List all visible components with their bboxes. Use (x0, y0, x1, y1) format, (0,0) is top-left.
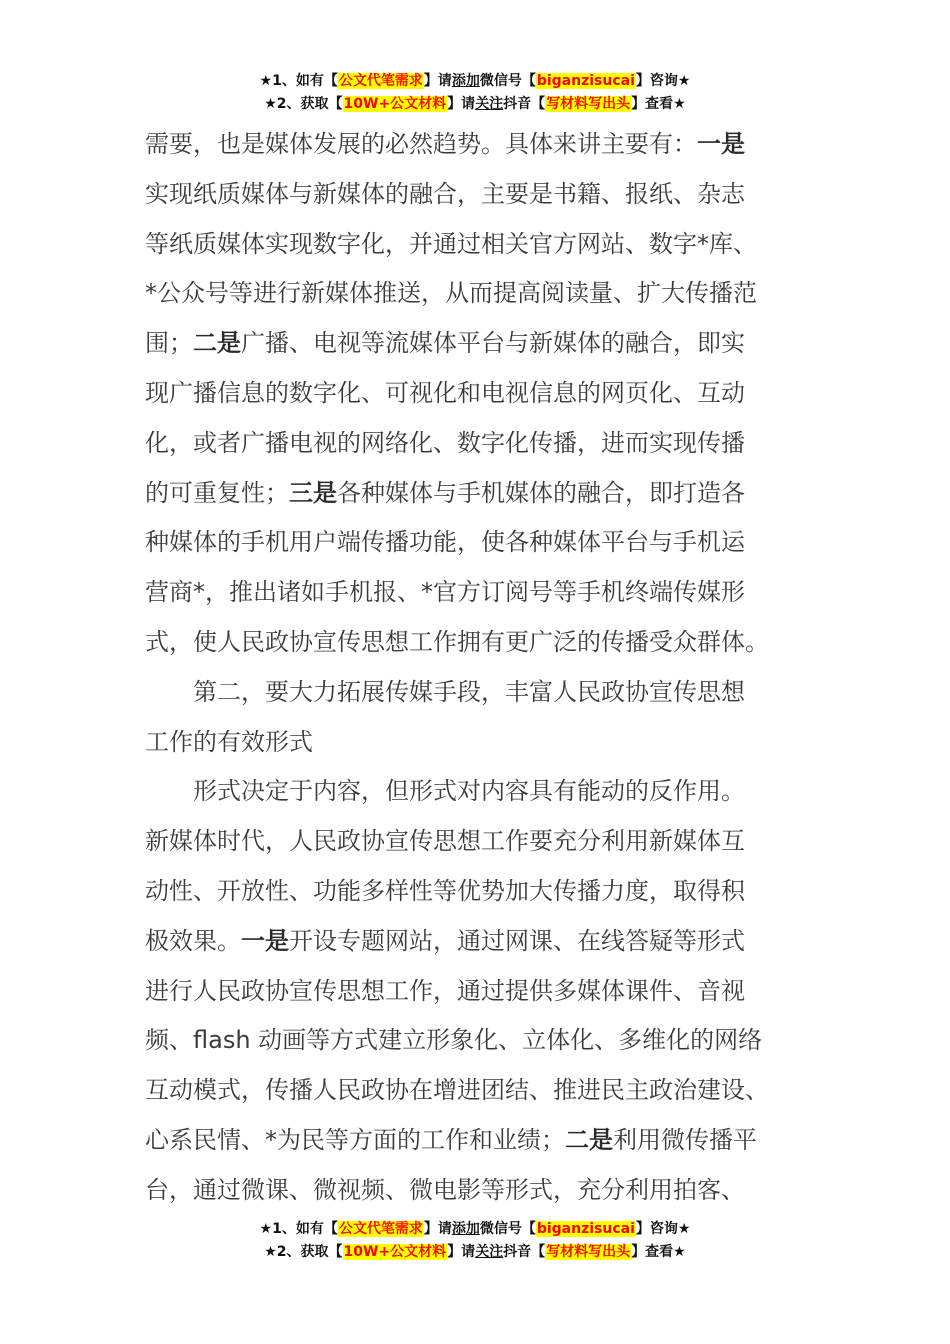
text-line (145, 319, 805, 369)
banner-text: 】咨询★ (635, 73, 691, 89)
text-run: 利用微传播平 (613, 1125, 757, 1154)
bold-marker: 二是 (193, 329, 241, 358)
paragraph-media-fusion (145, 120, 805, 668)
banner-underlined-text: 添加 (451, 73, 480, 89)
banner-highlight-wechat-id: biganzisucai (536, 1221, 635, 1237)
text-run: 各种媒体与手机媒体的融合，即打造各 (337, 478, 745, 507)
banner-line-2 (0, 1241, 950, 1264)
bold-marker: 二是 (565, 1125, 613, 1154)
section-heading-second (145, 668, 805, 768)
banner-line-1 (0, 1218, 950, 1241)
text-run: 开设专题网站，通过网课、在线答疑等形式 (289, 926, 745, 955)
footer-banner (0, 1218, 950, 1264)
banner-text: ★2、获取【 (264, 96, 343, 112)
banner-text: 微信号【 (479, 73, 536, 89)
text-line: 形式决定于内容，但形式对内容具有能动的反作用。 (193, 777, 745, 806)
banner-underlined-text: 关注 (475, 1244, 504, 1260)
bold-marker: 一是 (697, 130, 745, 158)
banner-text: ★2、获取【 (264, 1244, 343, 1260)
text-run: 广播、电视等流媒体平台与新媒体的融合，即实 (241, 329, 745, 358)
text-line: 等纸质媒体实现数字化，并通过相关官方网站、数字*库、 (145, 229, 757, 258)
bold-marker: 一是 (241, 926, 289, 955)
text-line: 营商*，推出诸如手机报、*官方订阅号等手机终端传媒形 (145, 578, 745, 607)
text-line: 化，或者广播电视的网络化、数字化传播，进而实现传播 (145, 428, 745, 457)
banner-text: 微信号【 (479, 1221, 536, 1237)
text-line: 实现纸质媒体与新媒体的融合，主要是书籍、报纸、杂志 (145, 179, 745, 208)
banner-highlight-douyin-id: 写材料写出头 (546, 96, 631, 112)
text-line: 动性、开放性、功能多样性等优势加大传播力度，取得积 (145, 876, 745, 905)
banner-highlight: 10W+公文材料 (343, 1244, 447, 1260)
text-line (145, 120, 805, 170)
text-run: 需要，也是媒体发展的必然趋势。具体来讲主要有： (145, 130, 697, 158)
banner-text: 】咨询★ (635, 1221, 691, 1237)
banner-highlight: 10W+公文材料 (343, 96, 447, 112)
document-body (145, 120, 805, 1216)
text-run: 的可重复性； (145, 478, 289, 507)
text-line: 种媒体的手机用户端传播功能，使各种媒体平台与手机运 (145, 528, 745, 557)
banner-text: 】查看★ (631, 1244, 686, 1260)
text-line: 进行人民政协宣传思想工作，通过提供多媒体课件、音视 (145, 976, 745, 1005)
text-line: 现广播信息的数字化、可视化和电视信息的网页化、互动 (145, 378, 745, 407)
banner-text: 】请 (447, 1244, 476, 1260)
banner-text: 】请 (447, 96, 476, 112)
banner-underlined-text: 关注 (475, 96, 504, 112)
banner-highlight-wechat-id: biganzisucai (536, 73, 635, 89)
banner-text: 】请 (423, 1221, 452, 1237)
banner-highlight: 公文代笔需求 (338, 73, 423, 89)
text-line (145, 469, 805, 519)
banner-text: ★1、如有【 (259, 73, 338, 89)
banner-line-2 (0, 93, 950, 116)
banner-text: 】请 (423, 73, 452, 89)
banner-line-1 (0, 70, 950, 93)
text-run: 心系民情、*为民等方面的工作和业绩； (145, 1125, 565, 1154)
text-line: 第二，要大力拓展传媒手段，丰富人民政协宣传思想 (193, 677, 745, 706)
text-run: 围； (145, 329, 193, 358)
text-line: 互动模式，传播人民政协在增进团结、推进民主政治建设、 (145, 1076, 769, 1105)
banner-text: ★1、如有【 (259, 1221, 338, 1237)
banner-text: 抖音【 (503, 96, 546, 112)
text-line: 式，使人民政协宣传思想工作拥有更广泛的传播受众群体。 (145, 627, 769, 656)
text-line (145, 917, 805, 967)
banner-highlight-douyin-id: 写材料写出头 (546, 1244, 631, 1260)
text-line: 工作的有效形式 (145, 727, 313, 756)
text-line (145, 1116, 805, 1166)
banner-highlight: 公文代笔需求 (338, 1221, 423, 1237)
paragraph-form-content (145, 767, 805, 1215)
text-line: *公众号等进行新媒体推送，从而提高阅读量、扩大传播范 (145, 279, 757, 308)
banner-text: 】查看★ (631, 96, 686, 112)
text-line: 台，通过微课、微视频、微电影等形式，充分利用拍客、 (145, 1175, 745, 1204)
bold-marker: 三是 (289, 478, 337, 507)
text-line: 频、flash 动画等方式建立形象化、立体化、多维化的网络 (145, 1026, 763, 1055)
header-banner (0, 70, 950, 116)
text-line: 新媒体时代，人民政协宣传思想工作要充分利用新媒体互 (145, 827, 745, 856)
text-run: 极效果。 (145, 926, 241, 955)
banner-underlined-text: 添加 (451, 1221, 480, 1237)
banner-text: 抖音【 (503, 1244, 546, 1260)
